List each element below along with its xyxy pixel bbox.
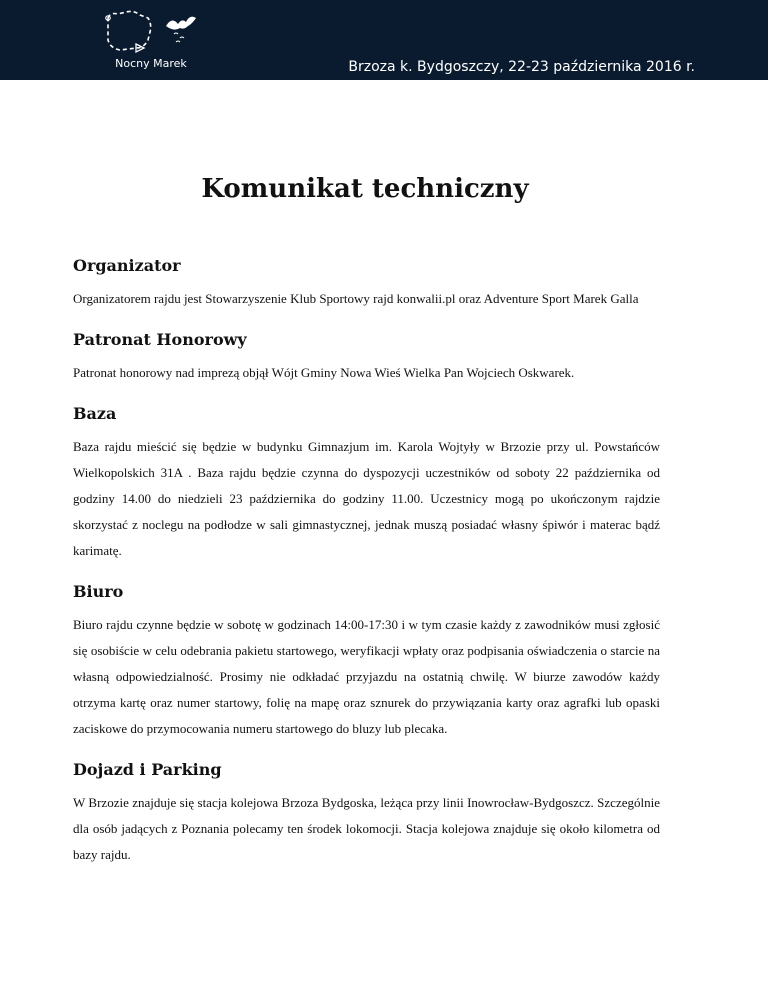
- section-baza: [73, 400, 660, 564]
- document-body: [73, 252, 660, 868]
- section-organizator: [73, 252, 660, 312]
- section-heading: Baza: [73, 404, 117, 423]
- section-heading: Patronat Honorowy: [73, 330, 247, 349]
- section-patronat: [73, 326, 660, 386]
- nocny-marek-logo: [96, 6, 216, 72]
- section-dojazd: [73, 756, 660, 868]
- section-text: Patronat honorowy nad imprezą objął Wójt Gminy Nowa Wieś Wielka Pan Wojciech Oskwarek.: [73, 365, 575, 380]
- section-text: W Brzozie znajduje się stacja kolejowa Brzoza Bydgoska, leżąca przy linii Inowrocław-Bydgoszcz. Szczególnie dla osób jadących z Poznania polecamy ten środek lokomocji. Stacja kolejowa znajduje się około kilometra od bazy rajdu.: [73, 795, 660, 862]
- dashed-route-icon: [96, 6, 216, 58]
- section-text: Biuro rajdu czynne będzie w sobotę w godzinach 14:00-17:30 i w tym czasie każdy z zawodników musi zgłosić się osobiście w celu odebrania pakietu startowego, weryfikacji wpłaty oraz podpisania oświadczenia o starcie na własną odpowiedzialność. Prosimy nie odkładać przyjazdu na ostatnią chwilę. W biurze zawodów każdy otrzyma kartę oraz numer startowy, folię na mapę oraz sznurek do przywiązania karty oraz agrafki lub opaski zaciskowe do przymocowania numeru startowego do bluzy lub plecaka.: [73, 617, 660, 736]
- section-heading: Biuro: [73, 582, 124, 601]
- header-banner: [0, 0, 768, 80]
- section-heading: Organizator: [73, 256, 181, 275]
- section-heading: Dojazd i Parking: [73, 760, 222, 779]
- section-biuro: [73, 578, 660, 742]
- section-text: Organizatorem rajdu jest Stowarzyszenie Klub Sportowy rajd konwalii.pl oraz Adventure Sport Marek Galla: [73, 291, 639, 306]
- event-date-place: Brzoza k. Bydgoszczy, 22-23 października 2016 r.: [348, 59, 695, 75]
- bat-icon: [166, 17, 196, 30]
- page-title: Komunikat techniczny: [201, 174, 529, 204]
- section-text: Baza rajdu mieścić się będzie w budynku Gimnazjum im. Karola Wojtyły w Brzozie przy ul. Powstańców Wielkopolskich 31A . Baza rajdu będzie czynna do dyspozycji uczestników od soboty 22 października od godziny 14.00 do niedzieli 23 października do godziny 11.00. Uczestnicy mogą po ukończonym rajdzie skorzystać z noclegu na podłodze w sali gimnastycznej, jednak muszą posiadać własny śpiwór i materac bądź karimatę.: [73, 439, 660, 558]
- logo-text: Nocny Marek: [115, 57, 187, 70]
